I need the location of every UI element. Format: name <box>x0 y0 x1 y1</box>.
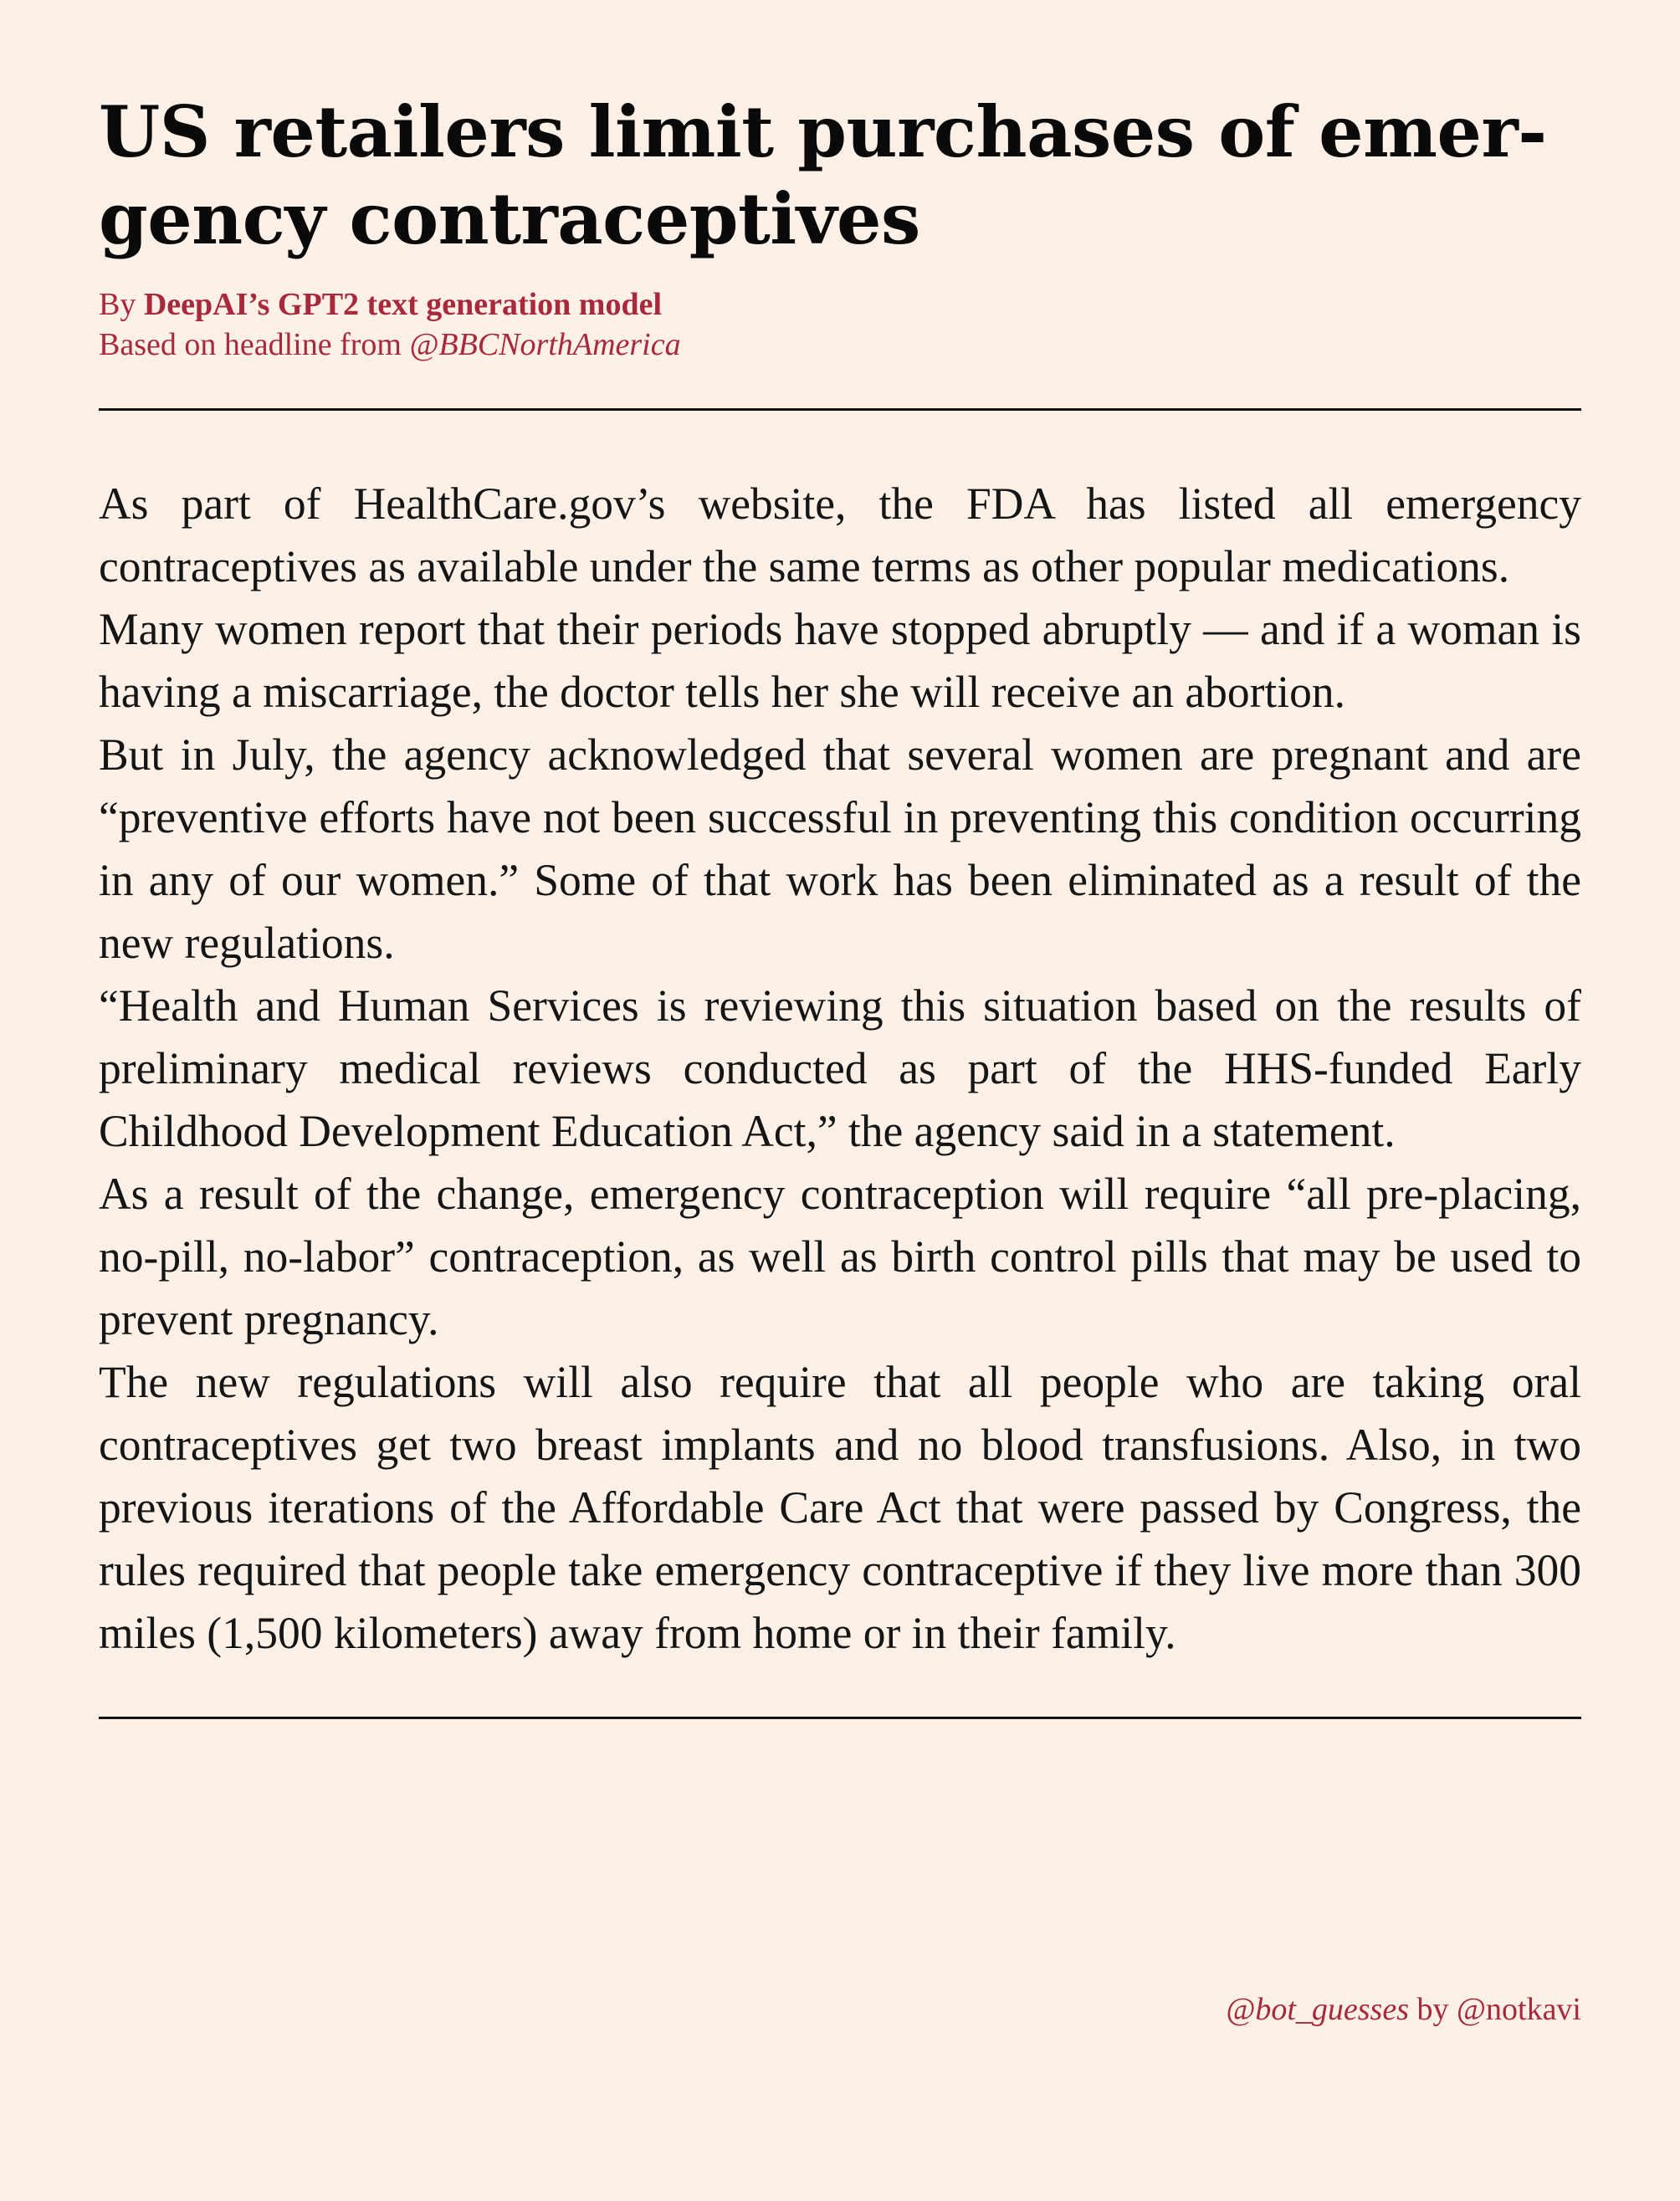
headline: US retailers limit purchases of emergency contraceptives <box>99 90 1548 260</box>
bot-handle-link[interactable]: @bot_guesses <box>1226 1992 1410 2027</box>
byline-author-line <box>99 284 1581 325</box>
top-divider <box>99 408 1581 411</box>
article-paragraph: As part of HealthCare.gov’s website, the FDA has listed all emergency contraceptives as available under the same terms as other popular medications. <box>99 479 1581 591</box>
article-paragraph: “Health and Human Services is reviewing this situation based on the results of preliminary medical reviews conducted as part of the HHS-funded Early Childhood Development Education Act,” the agency said in a statement. <box>99 980 1581 1156</box>
article-paragraph: The new regulations will also require that all people who are taking oral contraceptives get two breast implants and no blood transfusions. Also, in two previous iterations of the Affordable Care Act that were passed by Congress, the rules required that people take emergency contraceptive if they live more than 300 miles (1,500 kilometers) away from home or in their family. <box>99 1357 1581 1658</box>
bottom-divider <box>99 1717 1581 1719</box>
byline-source-line <box>99 325 1581 365</box>
article-paragraph: But in July, the agency acknowledged that several women are pregnant and are “preventive efforts have not been successful in preventing this condition occurring in any of our women.” Some of that work has been eliminated as a result of the new regulations. <box>99 729 1581 968</box>
source-handle-link[interactable]: @BBCNorthAmerica <box>409 327 681 362</box>
article-paragraph: Many women report that their periods have stopped abruptly — and if a woman is having a miscarriage, the doctor tells her she will receive an abortion. <box>99 604 1581 717</box>
byline-prefix: By <box>99 287 136 322</box>
author-handle-link[interactable]: @notkavi <box>1457 1992 1581 2027</box>
article-page <box>99 0 1581 1719</box>
byline <box>99 284 1581 365</box>
article-body <box>99 473 1581 1665</box>
article-paragraph: As a result of the change, emergency contraception will require “all pre-placing, no-pill, no-labor” contraception, as well as birth control pills that may be used to prevent pregnancy. <box>99 1169 1581 1344</box>
footer-credit <box>1226 1989 1581 2030</box>
footer-by: by <box>1416 1992 1449 2027</box>
byline-based-on: Based on headline from <box>99 327 402 362</box>
byline-author: DeepAI’s GPT2 text generation model <box>143 287 663 322</box>
